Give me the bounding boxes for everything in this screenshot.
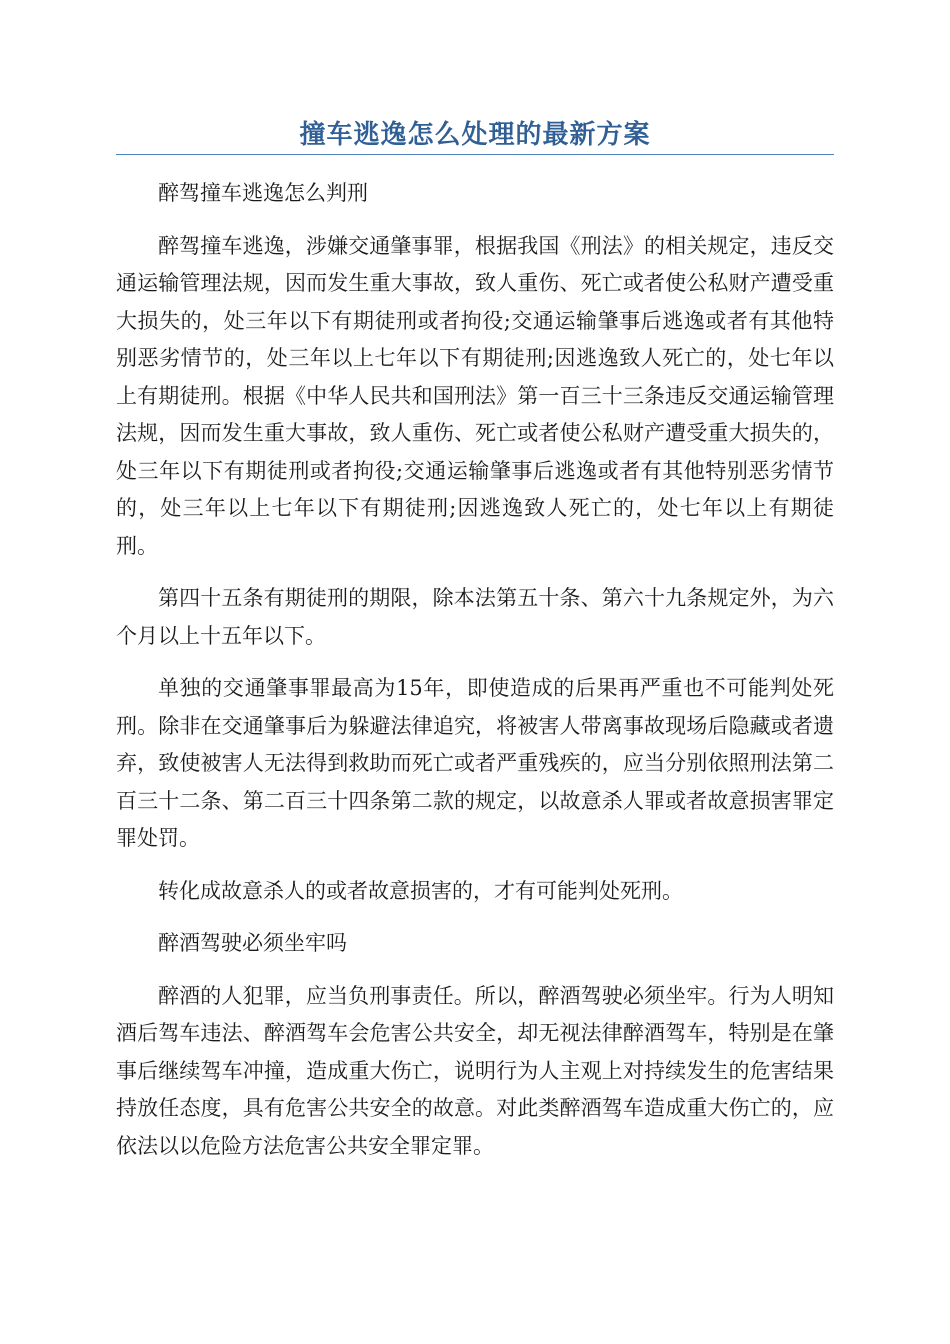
paragraph-traffic-accident-crime: 醉驾撞车逃逸，涉嫌交通肇事罪，根据我国《刑法》的相关规定，违反交通运输管理法规，因而发生重大事故，致人重伤、死亡或者使公私财产遭受重大损失的，处三年以下有期徒刑或者拘役;交通运输肇事后逃逸或者有其他特别恶劣情节的，处三年以上七年以下有期徒刑;因逃逸致人死亡的，处七年以上有期徒刑。根据《中华人民共和国刑法》第一百三十三条违反交通运输管理法规，因而发生重大事故，致人重伤、死亡或者使公私财产遭受重大损失的，处三年以下有期徒刑或者拘役;交通运输肇事后逃逸或者有其他特别恶劣情节的，处三年以上七年以下有期徒刑;因逃逸致人死亡的，处七年以上有期徒刑。	[116, 233, 834, 558]
paragraph-max-sentence: 单独的交通肇事罪最高为15年，即使造成的后果再严重也不可能判处死刑。除非在交通肇事后为躲避法律追究，将被害人带离事故现场后隐藏或者遗弃，致使被害人无法得到救助而死亡或者严重残疾的，应当分别依照刑法第二百三十二条、第二百三十四条第二款的规定，以故意杀人罪或者故意损害罪定罪处罚。	[116, 676, 834, 850]
document-page	[116, 0, 834, 1165]
paragraph-drunk-driving-liability: 醉酒的人犯罪，应当负刑事责任。所以，醉酒驾驶必须坐牢。行为人明知酒后驾车违法、醉酒驾车会危害公共安全，却无视法律醉酒驾车，特别是在肇事后继续驾车冲撞，造成重大伤亡，说明行为人主观上对持续发生的危害结果持放任态度，具有危害公共安全的故意。对此类醉酒驾车造成重大伤亡的，应依法以以危险方法危害公共安全罪定罪。	[116, 983, 834, 1158]
paragraph-article-45: 第四十五条有期徒刑的期限，除本法第五十条、第六十九条规定外，为六个月以上十五年以下。	[116, 586, 834, 648]
subheading-drunk-driving-jail: 醉酒驾驶必须坐牢吗	[158, 931, 347, 955]
document-title: 撞车逃逸怎么处理的最新方案	[116, 116, 834, 155]
paragraph-death-penalty-condition: 转化成故意杀人的或者故意损害的，才有可能判处死刑。	[158, 878, 683, 903]
subheading-drunk-hit-and-run-sentencing: 醉驾撞车逃逸怎么判刑	[158, 181, 368, 205]
